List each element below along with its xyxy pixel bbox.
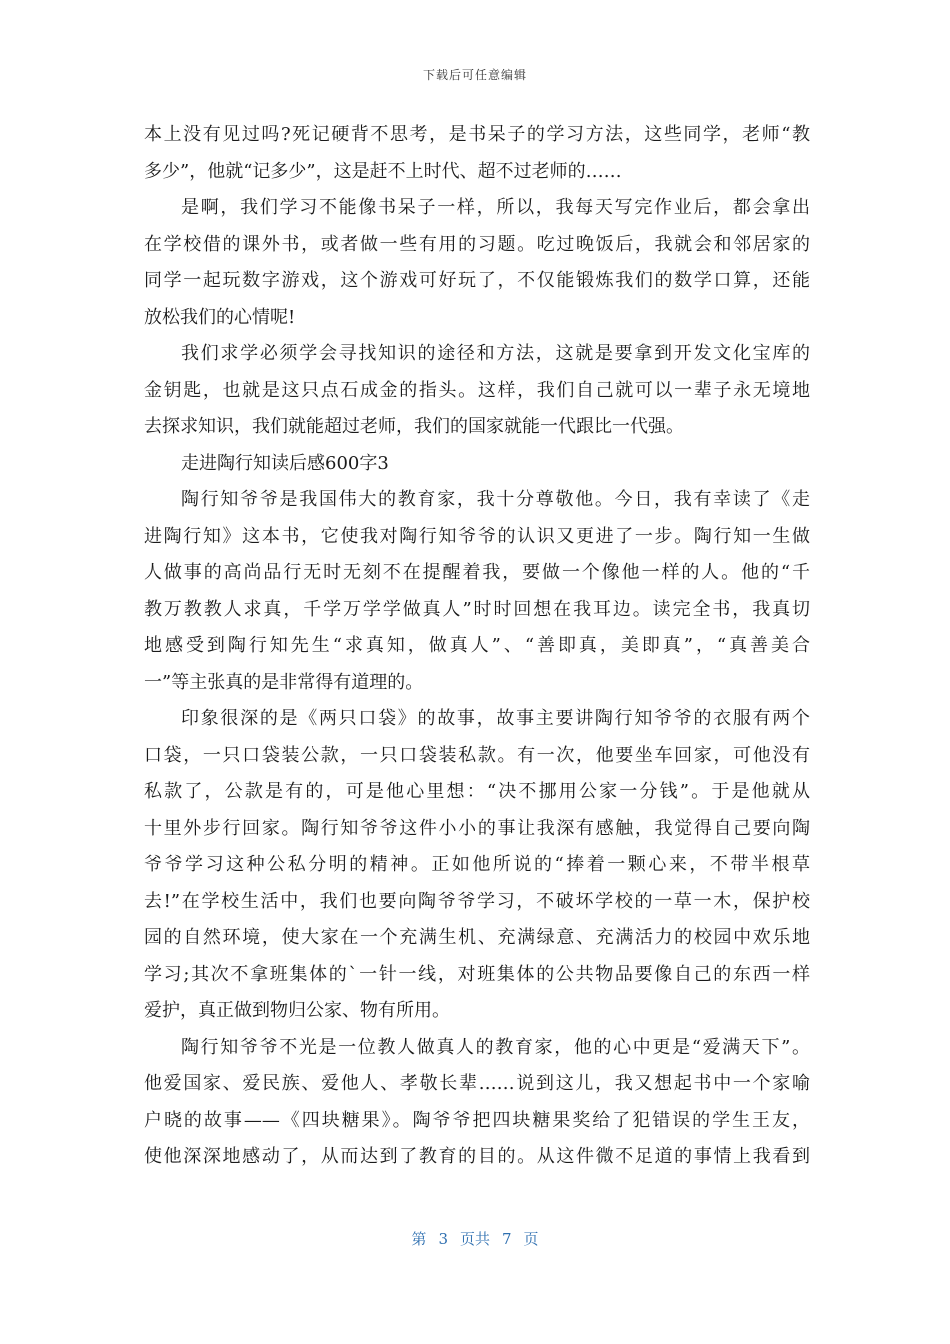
document-body bbox=[144, 117, 810, 1176]
text-line: 十里外步行回家。陶行知爷爷这件小小的事让我深有感触，我觉得自己要向陶 bbox=[144, 817, 810, 839]
text-line: 多少”，他就“记多少”，这是赶不上时代、超不过老师的…… bbox=[144, 160, 622, 182]
text-line: 口袋，一只口袋装公款，一只口袋装私款。有一次，他要坐车回家，可他没有 bbox=[144, 744, 810, 766]
footer-middle: 页共 bbox=[459, 1230, 490, 1248]
page-header: 下载后可任意编辑 bbox=[422, 68, 527, 82]
page-footer bbox=[0, 1228, 950, 1249]
text-line: 一”等主张真的是非常得有道理的。 bbox=[144, 671, 424, 693]
text-line: 他爱国家、爱民族、爱他人、孝敬长辈……说到这儿，我又想起书中一个家喻 bbox=[144, 1073, 810, 1094]
text-line: 去!”在学校生活中，我们也要向陶爷爷学习，不破坏学校的一草一木，保护校 bbox=[144, 890, 810, 912]
text-line: 进陶行知》这本书，它使我对陶行知爷爷的认识又更进了一步。陶行知一生做 bbox=[144, 525, 810, 547]
text-line: 是啊，我们学习不能像书呆子一样，所以，我每天写完作业后，都会拿出 bbox=[181, 197, 810, 218]
text-line: 园的自然环境，使大家在一个充满生机、充满绿意、充满活力的校园中欢乐地 bbox=[144, 927, 810, 948]
text-line: 学习;其次不拿班集体的`一针一线，对班集体的公共物品要像自己的东西一样 bbox=[144, 963, 810, 985]
text-line: 本上没有见过吗?死记硬背不思考，是书呆子的学习方法，这些同学，老师“教 bbox=[144, 124, 810, 145]
text-line: 印象很深的是《两只口袋》的故事，故事主要讲陶行知爷爷的衣服有两个 bbox=[181, 708, 810, 729]
text-line: 同学一起玩数字游戏，这个游戏可好玩了，不仅能锻炼我们的数学口算，还能 bbox=[144, 270, 810, 291]
text-line: 私款了，公款是有的，可是他心里想：“决不挪用公家一分钱”。于是他就从 bbox=[144, 781, 810, 802]
text-line: 爱护，真正做到物归公家、物有所用。 bbox=[144, 1000, 450, 1021]
text-line: 放松我们的心情呢! bbox=[144, 306, 296, 328]
text-line: 人做事的高尚品行无时无刻不在提醒着我，要做一个像他一样的人。他的“千 bbox=[144, 562, 810, 583]
text-line: 走进陶行知读后感600字3 bbox=[181, 452, 389, 474]
text-line: 户晓的故事——《四块糖果》。陶爷爷把四块糖果奖给了犯错误的学生王友， bbox=[144, 1109, 810, 1131]
text-line: 金钥匙，也就是这只点石成金的指头。这样，我们自己就可以一辈子永无境地 bbox=[144, 379, 810, 401]
footer-page-number: 3 bbox=[438, 1230, 448, 1248]
text-line: 地感受到陶行知先生“求真知，做真人”、“善即真，美即真”，“真善美合 bbox=[144, 635, 810, 656]
text-line: 在学校借的课外书，或者做一些有用的习题。吃过晚饭后，我就会和邻居家的 bbox=[144, 233, 810, 255]
text-line: 爷爷学习这种公私分明的精神。正如他所说的“捧着一颗心来，不带半根草 bbox=[144, 854, 810, 875]
footer-suffix: 页 bbox=[523, 1230, 539, 1248]
text-line: 去探求知识，我们就能超过老师，我们的国家就能一代跟比一代强。 bbox=[144, 416, 684, 437]
text-line: 使他深深地感动了，从而达到了教育的目的。从这件微不足道的事情上我看到 bbox=[144, 1146, 810, 1167]
text-line: 陶行知爷爷是我国伟大的教育家，我十分尊敬他。今日，我有幸读了《走 bbox=[181, 489, 810, 510]
footer-prefix: 第 bbox=[411, 1230, 427, 1248]
text-line: 我们求学必须学会寻找知识的途径和方法，这就是要拿到开发文化宝库的 bbox=[181, 343, 810, 364]
text-line: 教万教教人求真，千学万学学做真人”时时回想在我耳边。读完全书，我真切 bbox=[144, 598, 810, 620]
text-line: 陶行知爷爷不光是一位教人做真人的教育家，他的心中更是“爱满天下”。 bbox=[181, 1036, 810, 1058]
footer-total-pages: 7 bbox=[502, 1230, 512, 1248]
